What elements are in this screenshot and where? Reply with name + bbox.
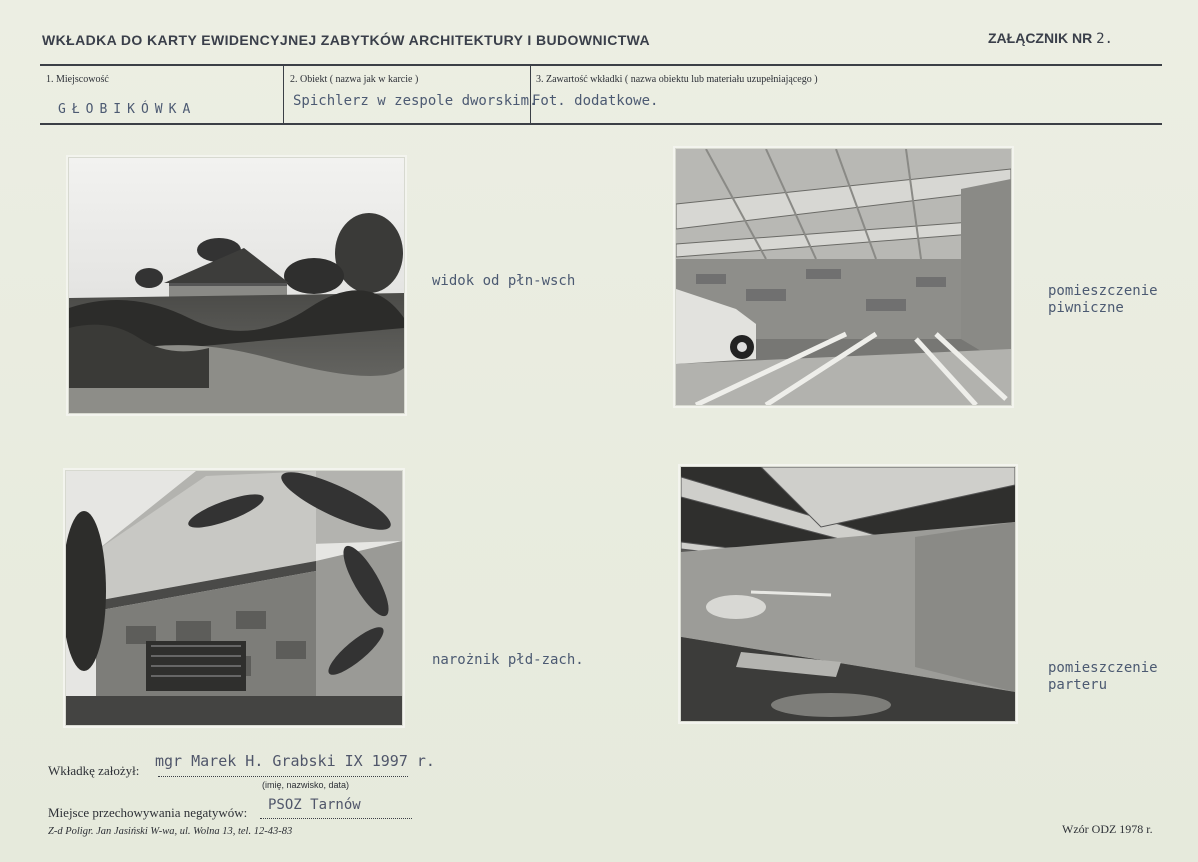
header-rule-top [40, 64, 1162, 66]
negatives-value: PSOZ Tarnów [268, 797, 361, 813]
photo-granary-southwest-corner [65, 470, 403, 726]
locality-value: GŁOBIKÓWKA [58, 102, 197, 117]
object-label: 2. Obiekt ( nazwa jak w karcie ) [290, 74, 419, 85]
photo-caption-4: pomieszczenie parteru [1048, 660, 1158, 693]
annex-number: 2. [1096, 31, 1113, 47]
photo-ground-floor-room [680, 466, 1016, 722]
object-value: Spichlerz w zespole dworskim. [293, 93, 538, 109]
content-label: 3. Zawartość wkładki ( nazwa obiektu lub materiału uzupełniającego ) [536, 74, 818, 85]
negatives-label: Miejsce przechowywania negatywów: [48, 805, 248, 820]
header-rule-bottom [40, 123, 1162, 125]
founder-hint: (imię, nazwisko, data) [262, 780, 350, 790]
content-value: Fot. dodatkowe. [532, 93, 659, 109]
founder-dotted-line [158, 776, 408, 777]
founder-label: Wkładkę założył: [48, 763, 140, 778]
photo-caption-3: narożnik płd-zach. [432, 652, 584, 668]
negatives-dotted-line [260, 818, 412, 819]
photo-caption-1: widok od płn-wsch [432, 273, 576, 289]
locality-label: 1. Miejscowość [46, 74, 109, 85]
printer-imprint: Z-d Poligr. Jan Jasiński W-wa, ul. Wolna 13, tel. 12-43-83 [48, 826, 293, 837]
photo-caption-2: pomieszczenie piwniczne [1048, 283, 1158, 316]
photo-granary-northeast-view [68, 157, 405, 414]
founder-value: mgr Marek H. Grabski IX 1997 r. [155, 752, 435, 770]
field-separator-1 [283, 66, 284, 123]
annex-label-text: ZAŁĄCZNIK NR [988, 30, 1093, 46]
form-model: Wzór ODZ 1978 r. [1062, 822, 1153, 836]
form-title: WKŁADKA DO KARTY EWIDENCYJNEJ ZABYTKÓW ARCHITEKTURY I BUDOWNICTWA [42, 32, 651, 48]
annex-label [988, 30, 1113, 47]
photo-cellar-room [675, 148, 1012, 406]
